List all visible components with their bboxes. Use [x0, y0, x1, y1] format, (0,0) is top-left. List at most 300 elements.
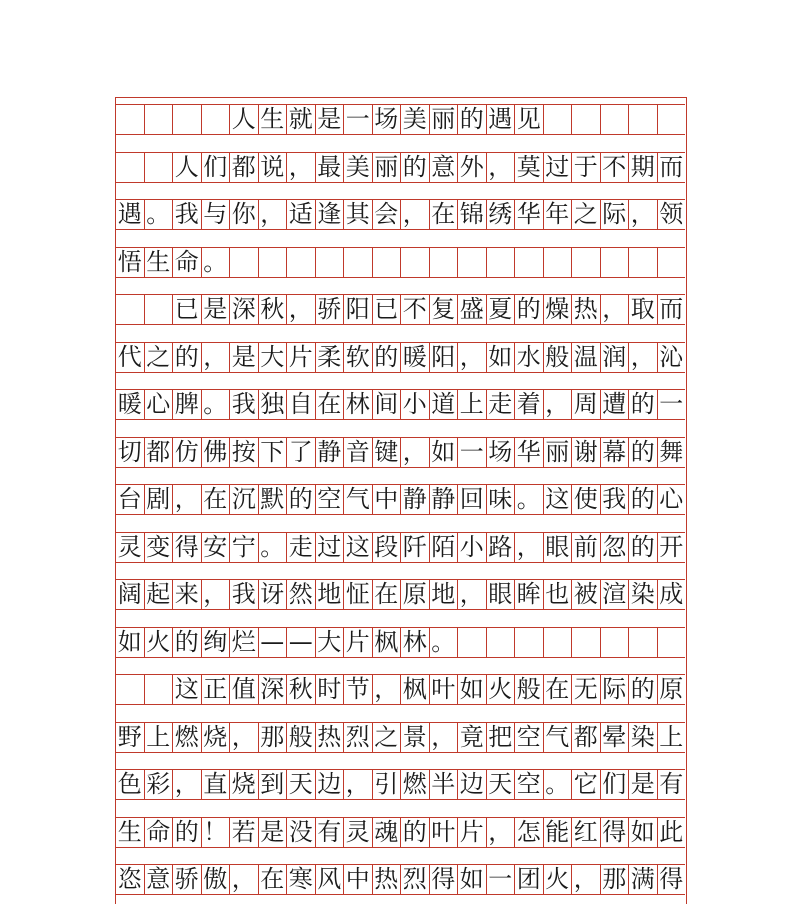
grid-cell: 。	[515, 485, 544, 514]
grid-cell: 竟	[458, 723, 487, 752]
grid-cell: 其	[344, 200, 373, 229]
grid-cell	[145, 675, 174, 704]
grid-cell: 边	[458, 770, 487, 799]
grid-cell: 走	[487, 390, 516, 419]
grid-cell: 那	[601, 865, 630, 894]
grid-cell: 如	[458, 675, 487, 704]
grid-cell: 片	[344, 628, 373, 657]
grid-cell: 会	[373, 200, 402, 229]
grid-cell	[173, 105, 202, 134]
title-line	[116, 104, 685, 135]
grid-cell: 前	[572, 533, 601, 562]
grid-cell: 领	[659, 200, 684, 228]
grid-cell: 走	[287, 533, 316, 562]
grid-cell: 开	[659, 532, 684, 561]
grid-cell: 在	[430, 200, 459, 229]
grid-cell: 不	[601, 153, 630, 182]
grid-cell	[259, 248, 288, 277]
grid-cell: 渲	[601, 580, 630, 609]
grid-cell: ，	[202, 580, 231, 609]
grid-cell: 小	[401, 390, 430, 419]
text-line	[116, 484, 685, 515]
text-line	[116, 674, 685, 705]
grid-cell: 一	[487, 865, 516, 894]
grid-cell: 绚	[202, 628, 231, 657]
grid-cell: 节	[344, 675, 373, 704]
grid-cell	[515, 628, 544, 657]
grid-cell: 场	[373, 105, 402, 134]
grid-cell: 华	[515, 438, 544, 467]
grid-cell: 傲	[202, 865, 231, 894]
grid-cell: 的	[401, 153, 430, 182]
grid-cell	[572, 105, 601, 134]
grid-cell: 周	[572, 390, 601, 419]
grid-cell: 心	[145, 390, 174, 419]
grid-cell: 边	[316, 770, 345, 799]
grid-cell: 宁	[230, 533, 259, 562]
grid-cell	[515, 248, 544, 277]
grid-cell: 都	[145, 438, 174, 467]
grid-cell: 地	[430, 580, 459, 609]
grid-cell: 气	[544, 723, 573, 752]
grid-cell: ，	[202, 343, 231, 372]
grid-cell: 着	[515, 390, 544, 419]
grid-cell: 说	[259, 153, 288, 182]
grid-cell: ，	[629, 200, 658, 229]
grid-cell: ！	[202, 818, 231, 847]
grid-cell: ，	[487, 818, 516, 847]
grid-cell	[544, 105, 573, 134]
grid-cell: 眼	[544, 533, 573, 562]
grid-cell: 切	[116, 438, 145, 467]
grid-cell	[572, 248, 601, 277]
grid-cell: 得	[601, 818, 630, 847]
grid-cell: 默	[259, 485, 288, 514]
grid-cell: 悟	[116, 248, 145, 277]
grid-cell: 枫	[373, 628, 402, 657]
grid-cell: 成	[659, 580, 684, 608]
grid-cell: 生	[145, 248, 174, 277]
grid-cell: 是	[629, 770, 658, 799]
grid-cell: 来	[173, 580, 202, 609]
grid-cell: 眸	[515, 580, 544, 609]
grid-cell: 而	[659, 295, 684, 323]
text-line	[116, 627, 685, 658]
grid-cell: 的	[373, 343, 402, 372]
grid-cell: 意	[145, 865, 174, 894]
grid-cell: 。	[430, 628, 459, 657]
grid-cell: 灵	[344, 818, 373, 847]
grid-cell: 大	[259, 343, 288, 372]
grid-cell: 你	[230, 200, 259, 229]
grid-cell: 在	[544, 675, 573, 704]
grid-cell: 脾	[173, 390, 202, 419]
grid-cell: ，	[287, 295, 316, 324]
grid-cell: 色	[116, 770, 145, 799]
grid-cell	[287, 248, 316, 277]
grid-cell: 燃	[173, 723, 202, 752]
grid-cell: 原	[401, 580, 430, 609]
grid-cell: 是	[316, 105, 345, 134]
grid-cell: 我	[230, 580, 259, 609]
grid-cell: —	[259, 628, 288, 657]
grid-cell: 晕	[601, 723, 630, 752]
grid-cell: 自	[287, 390, 316, 419]
grid-cell: 独	[259, 390, 288, 419]
grid-cell: 静	[401, 485, 430, 514]
grid-cell: —	[287, 628, 316, 657]
grid-cell: 我	[230, 390, 259, 419]
grid-cell: 的	[629, 390, 658, 419]
grid-cell: 沁	[659, 342, 684, 371]
grid-cell: 陌	[430, 533, 459, 562]
grid-cell	[658, 248, 686, 277]
grid-cell: 烂	[230, 628, 259, 657]
grid-cell: 最	[316, 153, 345, 182]
grid-cell: 绣	[487, 200, 516, 229]
grid-cell: 地	[316, 580, 345, 609]
text-line	[116, 152, 685, 183]
grid-cell	[629, 105, 658, 134]
grid-cell	[572, 628, 601, 657]
grid-cell: 暖	[401, 343, 430, 372]
grid-cell: 逢	[316, 200, 345, 229]
grid-cell: 与	[202, 200, 231, 229]
grid-cell: 如	[458, 865, 487, 894]
grid-cell: 音	[344, 438, 373, 467]
grid-cell	[116, 105, 145, 134]
grid-cell: 上	[458, 390, 487, 419]
text-line	[116, 769, 685, 800]
grid-cell: 深	[230, 295, 259, 324]
grid-cell: 的	[629, 485, 658, 514]
grid-cell: 温	[572, 343, 601, 372]
text-line	[116, 864, 685, 895]
grid-cell: 于	[572, 153, 601, 182]
grid-cell: 火	[487, 675, 516, 704]
grid-cell: 舞	[659, 437, 684, 466]
grid-cell: 夏	[487, 295, 516, 324]
grid-cell: 中	[344, 865, 373, 894]
grid-cell	[544, 628, 573, 657]
grid-cell: 染	[629, 723, 658, 752]
grid-cell: 之	[145, 343, 174, 372]
grid-cell: 下	[259, 438, 288, 467]
grid-cell	[202, 105, 231, 134]
grid-cell: 染	[629, 580, 658, 609]
grid-cell: 沉	[230, 485, 259, 514]
grid-cell	[116, 153, 145, 182]
text-line	[116, 817, 685, 848]
grid-cell: 得	[430, 865, 459, 894]
grid-cell: 风	[316, 865, 345, 894]
grid-cell	[658, 628, 686, 657]
grid-cell: 没	[287, 818, 316, 847]
grid-cell: 半	[430, 770, 459, 799]
grid-cell: 是	[230, 343, 259, 372]
grid-cell: 到	[259, 770, 288, 799]
grid-cell: 无	[572, 675, 601, 704]
grid-cell	[116, 295, 145, 324]
grid-cell: 。	[202, 390, 231, 419]
grid-cell: 上	[659, 722, 684, 751]
grid-cell: 之	[572, 200, 601, 229]
grid-cell: 讶	[259, 580, 288, 609]
text-line	[116, 722, 685, 753]
grid-cell: ，	[487, 153, 516, 182]
grid-cell: 秋	[287, 675, 316, 704]
grid-cell: 命	[145, 818, 174, 847]
grid-cell: 的	[401, 818, 430, 847]
text-line	[116, 389, 685, 420]
grid-cell: 片	[287, 343, 316, 372]
grid-cell: 华	[515, 200, 544, 229]
grid-cell	[344, 248, 373, 277]
grid-cell: 在	[259, 865, 288, 894]
grid-cell	[487, 248, 516, 277]
grid-cell: ，	[401, 200, 430, 229]
grid-cell: 也	[544, 580, 573, 609]
grid-cell: ，	[401, 438, 430, 467]
grid-cell: ，	[430, 723, 459, 752]
grid-cell: 在	[373, 580, 402, 609]
grid-cell: 如	[629, 818, 658, 847]
grid-cell: 枫	[401, 675, 430, 704]
grid-cell: 是	[259, 818, 288, 847]
grid-cell: 这	[173, 675, 202, 704]
grid-cell: ，	[629, 343, 658, 372]
grid-cell: 变	[145, 533, 174, 562]
grid-cell	[430, 248, 459, 277]
grid-cell: 都	[230, 153, 259, 182]
grid-cell: 我	[173, 200, 202, 229]
grid-cell	[487, 628, 516, 657]
grid-cell: ，	[344, 770, 373, 799]
grid-cell: 景	[401, 723, 430, 752]
grid-cell: 秋	[259, 295, 288, 324]
grid-cell: 魂	[373, 818, 402, 847]
grid-cell: 叶	[430, 675, 459, 704]
grid-cell: 林	[401, 628, 430, 657]
grid-cell: 寒	[287, 865, 316, 894]
grid-cell: 一	[344, 105, 373, 134]
grid-cell: 怎	[515, 818, 544, 847]
grid-cell: 软	[344, 343, 373, 372]
grid-cell: 中	[373, 485, 402, 514]
grid-cell: 们	[202, 153, 231, 182]
grid-cell	[658, 105, 686, 134]
grid-cell: 际	[601, 675, 630, 704]
grid-cell: 按	[230, 438, 259, 467]
grid-cell: 而	[659, 152, 684, 181]
grid-cell: 然	[287, 580, 316, 609]
grid-cell: 引	[373, 770, 402, 799]
grid-cell: 一	[458, 438, 487, 467]
grid-cell: 热	[572, 295, 601, 324]
grid-cell: 深	[259, 675, 288, 704]
grid-cell: ，	[544, 390, 573, 419]
text-line	[116, 199, 685, 230]
grid-cell: 谢	[572, 438, 601, 467]
grid-cell: 们	[601, 770, 630, 799]
grid-cell: 已	[373, 295, 402, 324]
grid-cell: 的	[173, 818, 202, 847]
grid-cell: 就	[287, 105, 316, 134]
grid-cell: 润	[601, 343, 630, 372]
grid-cell: 团	[515, 865, 544, 894]
grid-cell	[458, 248, 487, 277]
grid-cell: 值	[230, 675, 259, 704]
grid-cell: 恣	[116, 865, 145, 894]
grid-cell: 静	[316, 438, 345, 467]
grid-cell: 烈	[344, 723, 373, 752]
grid-cell: 热	[373, 865, 402, 894]
grid-cell: 人	[173, 153, 202, 182]
grid-cell: ，	[458, 580, 487, 609]
grid-cell	[629, 248, 658, 277]
grid-cell: 际	[601, 200, 630, 229]
grid-cell	[373, 248, 402, 277]
grid-cell: 原	[659, 675, 684, 703]
grid-cell: 这	[544, 485, 573, 514]
grid-cell: 剧	[145, 485, 174, 514]
grid-cell: 彩	[145, 770, 174, 799]
grid-cell: 骄	[316, 295, 345, 324]
grid-cell: 小	[458, 533, 487, 562]
grid-cell: 安	[202, 533, 231, 562]
grid-cell: 怔	[344, 580, 373, 609]
text-line	[116, 532, 685, 563]
grid-cell: ，	[173, 485, 202, 514]
grid-cell: 烈	[401, 865, 430, 894]
grid-cell: 不	[401, 295, 430, 324]
grid-cell: 柔	[316, 343, 345, 372]
grid-cell: 之	[373, 723, 402, 752]
grid-cell: 丽	[544, 438, 573, 467]
grid-cell: 都	[572, 723, 601, 752]
grid-cell: 。	[544, 770, 573, 799]
grid-cell	[145, 295, 174, 324]
grid-cell: 过	[544, 153, 573, 182]
grid-cell: 如	[487, 343, 516, 372]
grid-cell: 在	[316, 390, 345, 419]
grid-cell: 期	[629, 153, 658, 182]
grid-cell	[601, 248, 630, 277]
grid-cell: 心	[659, 485, 684, 513]
grid-cell: 的	[515, 295, 544, 324]
grid-cell: ，	[259, 200, 288, 229]
grid-cell: 被	[572, 580, 601, 609]
grid-cell: 过	[316, 533, 345, 562]
grid-cell: ，	[572, 865, 601, 894]
grid-cell: 美	[401, 105, 430, 134]
grid-cell: 美	[344, 153, 373, 182]
grid-cell: 把	[487, 723, 516, 752]
text-line	[116, 294, 685, 325]
grid-cell: 的	[458, 105, 487, 134]
grid-cell: 复	[430, 295, 459, 324]
grid-cell: 阔	[116, 580, 145, 609]
grid-cell: 的	[629, 675, 658, 704]
grid-cell: 叶	[430, 818, 459, 847]
grid-cell	[544, 248, 573, 277]
grid-cell: 灵	[116, 533, 145, 562]
grid-cell: 了	[287, 438, 316, 467]
grid-cell: 丽	[430, 105, 459, 134]
grid-cell: 。	[202, 248, 231, 277]
grid-cell: 火	[145, 628, 174, 657]
grid-cell: 上	[145, 723, 174, 752]
grid-cell: 如	[116, 628, 145, 657]
grid-cell: 它	[572, 770, 601, 799]
grid-cell: 天	[487, 770, 516, 799]
text-line	[116, 579, 685, 610]
grid-cell: 空	[515, 723, 544, 752]
grid-cell: 键	[373, 438, 402, 467]
grid-cell	[601, 628, 630, 657]
grid-cell: 得	[659, 865, 684, 893]
grid-cell: 遇	[487, 105, 516, 134]
text-line	[116, 437, 685, 468]
grid-cell: 这	[344, 533, 373, 562]
grid-cell: 阡	[401, 533, 430, 562]
grid-cell: 取	[629, 295, 658, 324]
grid-cell: 一	[659, 390, 684, 418]
grid-cell: 水	[515, 343, 544, 372]
grid-cell: 在	[202, 485, 231, 514]
grid-cell: 烧	[230, 770, 259, 799]
grid-cell: 燥	[544, 295, 573, 324]
grid-cell: ，	[515, 533, 544, 562]
grid-cell: 有	[659, 770, 684, 798]
grid-cell: 满	[629, 865, 658, 894]
grid-cell: 燃	[401, 770, 430, 799]
grid-cell: 段	[373, 533, 402, 562]
grid-cell: 骄	[173, 865, 202, 894]
grid-cell: 我	[601, 485, 630, 514]
grid-cell	[230, 248, 259, 277]
grid-cell: 盛	[458, 295, 487, 324]
grid-cell: 见	[515, 105, 544, 134]
grid-cell: 若	[230, 818, 259, 847]
grid-cell: 命	[173, 248, 202, 277]
grid-cell: 丽	[373, 153, 402, 182]
grid-cell	[601, 105, 630, 134]
grid-cell: 生	[259, 105, 288, 134]
grid-cell	[458, 628, 487, 657]
text-line	[116, 247, 685, 278]
grid-cell: 生	[116, 818, 145, 847]
grid-cell: 代	[116, 343, 145, 372]
grid-cell: ，	[287, 153, 316, 182]
grid-cell: ，	[230, 865, 259, 894]
composition-grid-paper	[115, 97, 687, 904]
grid-cell: 人	[230, 105, 259, 134]
grid-cell: 时	[316, 675, 345, 704]
grid-cell: ，	[173, 770, 202, 799]
grid-cell: 有	[316, 818, 345, 847]
grid-cell: 空	[515, 770, 544, 799]
grid-cell: 般	[287, 723, 316, 752]
grid-cell: 林	[344, 390, 373, 419]
grid-cell: 遇	[116, 200, 145, 229]
grid-cell: ，	[373, 675, 402, 704]
grid-cell: 阳	[344, 295, 373, 324]
grid-cell: 的	[173, 343, 202, 372]
grid-cell: 片	[458, 818, 487, 847]
grid-cell: 佛	[202, 438, 231, 467]
text-line	[116, 342, 685, 373]
